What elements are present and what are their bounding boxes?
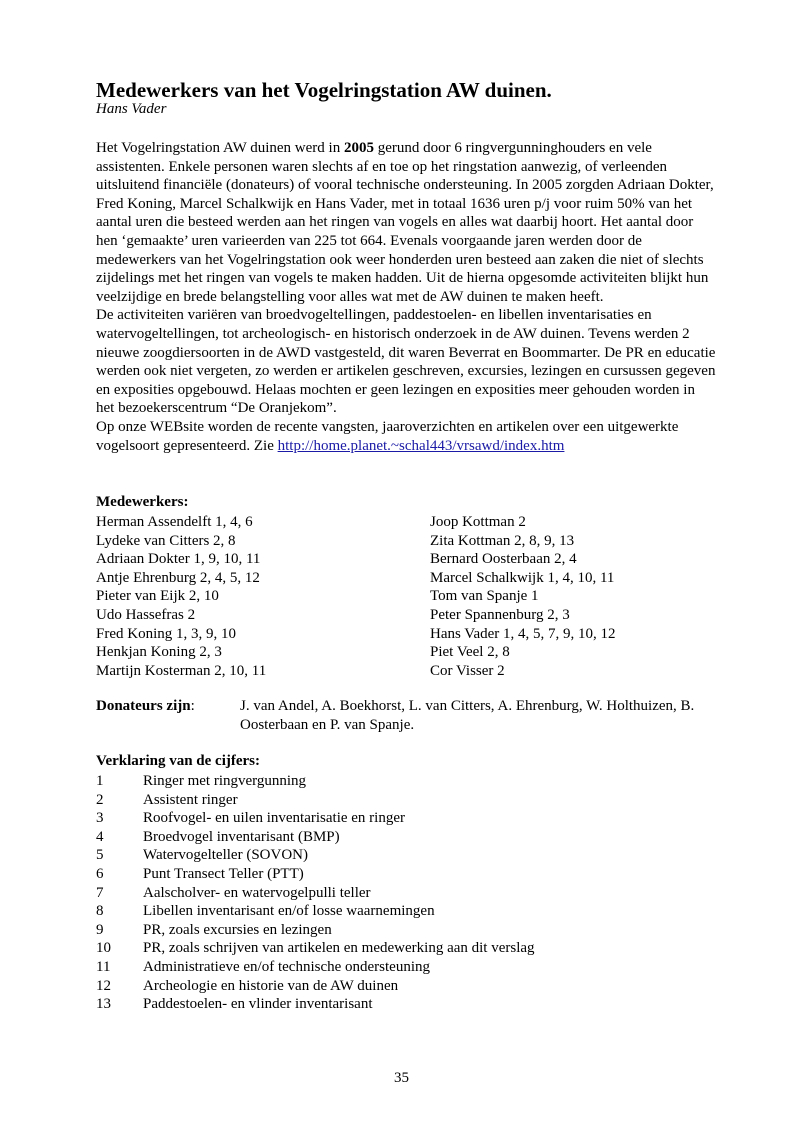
legend-number: 5 [96, 847, 104, 864]
staff-row [96, 625, 716, 644]
staff-member-right: Marcel Schalkwijk 1, 4, 10, 11 [430, 569, 615, 586]
staff-member-right: Piet Veel 2, 8 [430, 644, 510, 661]
staff-row [96, 569, 716, 588]
legend-item [96, 828, 716, 847]
staff-member-left: Herman Assendelft 1, 4, 6 [96, 514, 253, 530]
donors-names: J. van Andel, A. Boekhorst, L. van Citters, A. Ehrenburg, W. Holthuizen, B. Oosterbaan en P. van Spanje. [240, 698, 695, 733]
staff-list [96, 513, 716, 680]
legend-number: 7 [96, 884, 104, 901]
legend-description: Watervogelteller (SOVON) [143, 847, 308, 864]
staff-member-left: Antje Ehrenburg 2, 4, 5, 12 [96, 569, 260, 586]
intro-text [96, 139, 716, 455]
legend-item [96, 977, 716, 996]
legend-description: Broedvogel inventarisant (BMP) [143, 828, 340, 845]
legend-number: 8 [96, 903, 104, 920]
staff-row [96, 662, 716, 681]
legend-description: Roofvogel- en uilen inventarisatie en ringer [143, 810, 405, 827]
legend-description: Libellen inventarisant en/of losse waarnemingen [143, 903, 435, 920]
legend-item [96, 846, 716, 865]
staff-member-right: Hans Vader 1, 4, 5, 7, 9, 10, 12 [430, 625, 616, 642]
staff-member-right: Bernard Oosterbaan 2, 4 [430, 551, 577, 568]
intro-paragraph-3: Op onze WEBsite worden de recente vangsten, jaaroverzichten en artikelen over een uitgewerkte vogelsoort gepresenteerd. Zie http://home.planet.~schal443/vrsawd/index.htm [96, 418, 679, 454]
page-title: Medewerkers van het Vogelringstation AW duinen. [96, 78, 552, 102]
legend-item [96, 958, 716, 977]
staff-member-left: Fred Koning 1, 3, 9, 10 [96, 625, 236, 642]
legend-item [96, 772, 716, 791]
legend-item [96, 809, 716, 828]
staff-member-left: Henkjan Koning 2, 3 [96, 644, 222, 661]
legend-number: 2 [96, 791, 104, 808]
legend-description: Punt Transect Teller (PTT) [143, 865, 304, 882]
legend-description: Assistent ringer [143, 791, 238, 808]
legend-number: 1 [96, 773, 104, 789]
page-number: 35 [394, 1070, 409, 1086]
year-highlight: 2005 [343, 140, 374, 156]
intro-paragraph-1: Het Vogelringstation AW duinen werd in 2005 gerund door 6 ringvergunninghouders en vele assistenten. Enkele personen waren slechts af en toe op het ringstation aanwezig, of verleenden uitsluitend financiële (donateurs) of vooral technische ondersteuning. In 2005 zorgden Adriaan Dokter, Fred Koning, Marcel Schalkwijk en Hans Vader, met in totaal 1636 uren p/j voor ruim 50% van het aantal uren die besteed werden aan het ringen van vogels en alles wat daarbij hoort. Het aantal door hen ‘gemaakte’ uren varieerden van 225 tot 664. Evenals voorgaande jaren werden door de medewerkers van het Vogelringstation ook weer honderden uren besteed aan zaken die niet of slechts zijdelings met het ringen van vogels te maken hadden. Uit de hierna opgesomde activiteiten blijkt hun veelzijdige en brede belangstelling voor alles wat met de AW duinen te maken heeft. [96, 140, 714, 305]
author-name: Hans Vader [96, 101, 167, 117]
legend-item [96, 939, 716, 958]
legend-description: PR, zoals excursies en lezingen [143, 921, 332, 938]
legend-description: Archeologie en historie van de AW duinen [143, 977, 399, 994]
legend-number: 6 [96, 865, 104, 882]
legend-item [96, 884, 716, 903]
legend-description: Administratieve en/of technische ondersteuning [143, 958, 430, 975]
legend-number: 11 [96, 958, 111, 975]
legend-number: 9 [96, 921, 104, 938]
legend-number: 4 [96, 828, 104, 845]
staff-member-right: Joop Kottman 2 [430, 514, 526, 530]
staff-row [96, 550, 716, 569]
donors-label: Donateurs zijn: [96, 698, 195, 714]
staff-row [96, 532, 716, 551]
donors-block [96, 697, 716, 734]
legend-item [96, 791, 716, 810]
legend-item [96, 902, 716, 921]
staff-member-right: Peter Spannenburg 2, 3 [430, 606, 570, 623]
staff-member-left: Adriaan Dokter 1, 9, 10, 11 [96, 551, 261, 568]
staff-row [96, 587, 716, 606]
legend-heading: Verklaring van de cijfers: [96, 753, 261, 769]
legend-description: PR, zoals schrijven van artikelen en medewerking aan dit verslag [143, 940, 535, 957]
staff-heading: Medewerkers: [96, 494, 189, 510]
staff-member-right: Tom van Spanje 1 [430, 588, 539, 605]
staff-member-left: Pieter van Eijk 2, 10 [96, 588, 219, 605]
legend-list [96, 772, 716, 1014]
legend-number: 3 [96, 810, 104, 827]
legend-number: 13 [96, 996, 111, 1013]
legend-number: 10 [96, 940, 111, 957]
staff-member-right: Zita Kottman 2, 8, 9, 13 [430, 532, 575, 549]
intro-paragraph-2: De activiteiten variëren van broedvogeltellingen, paddestoelen- en libellen inventarisaties en watervogeltellingen, tot archeologisch- en historisch onderzoek in de AW duinen. Tevens werden 2 nieuwe zoogdiersoorten in de AWD vastgesteld, dit waren Beverrat en Boommarter. De PR en educatie werden ook niet vergeten, zo werden er artikelen geschreven, excursies, lezingen en cursussen gegeven en exposities opgebouwd. Helaas mochten er geen lezingen en exposities meer gehouden worden in het bezoekerscentrum “De Oranjekom”. [96, 307, 716, 417]
staff-member-right: Cor Visser 2 [430, 662, 505, 679]
staff-row [96, 643, 716, 662]
legend-item [96, 921, 716, 940]
legend-item [96, 995, 716, 1014]
staff-row [96, 513, 716, 532]
staff-member-left: Martijn Kosterman 2, 10, 11 [96, 662, 267, 679]
legend-item [96, 865, 716, 884]
staff-row [96, 606, 716, 625]
legend-number: 12 [96, 977, 111, 994]
legend-description: Paddestoelen- en vlinder inventarisant [143, 996, 373, 1013]
website-link[interactable]: http://home.planet.~schal443/vrsawd/index.htm [277, 437, 565, 454]
legend-description: Aalscholver- en watervogelpulli teller [143, 884, 371, 901]
legend-description: Ringer met ringvergunning [143, 773, 307, 789]
staff-member-left: Lydeke van Citters 2, 8 [96, 532, 236, 549]
staff-member-left: Udo Hassefras 2 [96, 606, 196, 623]
